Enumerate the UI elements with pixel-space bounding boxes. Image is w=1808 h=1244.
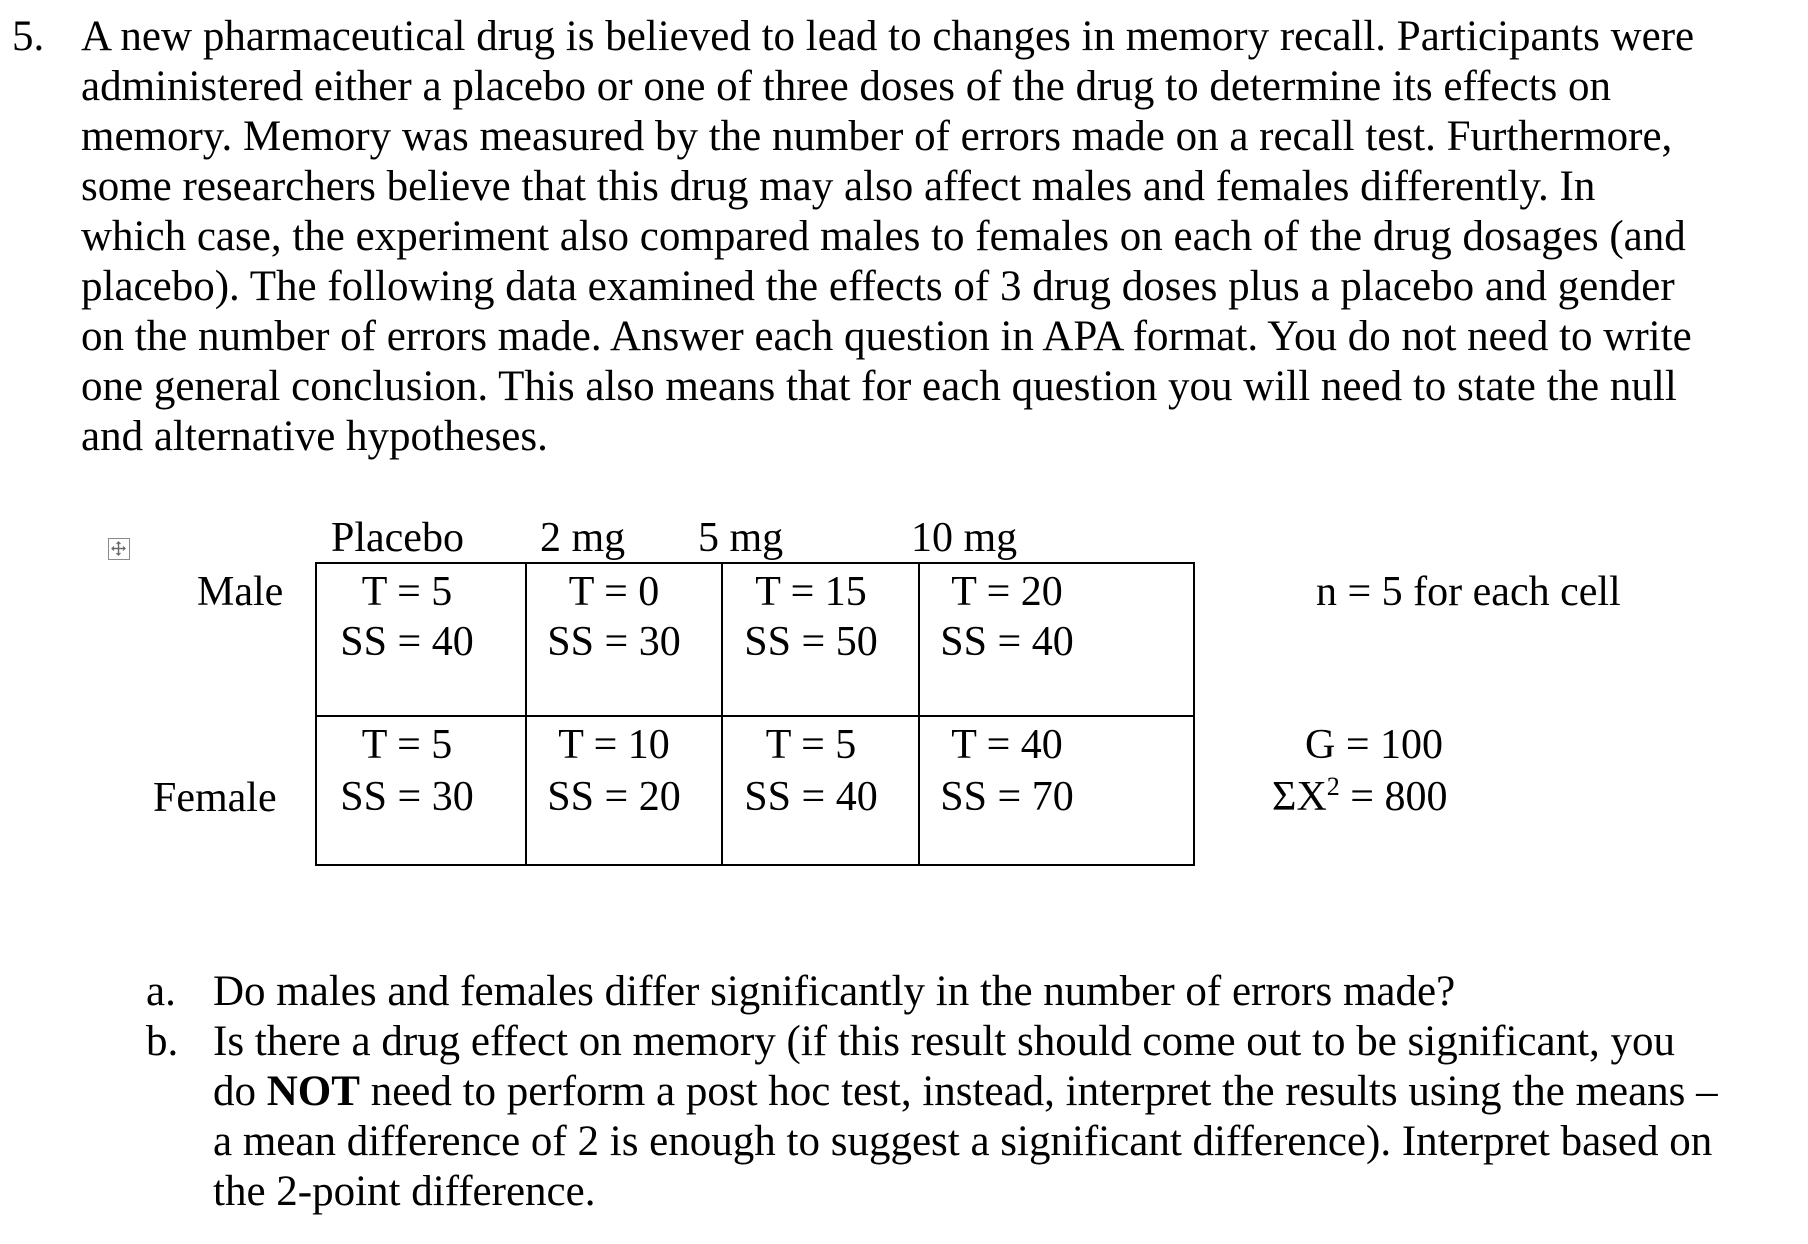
table-border-top — [315, 562, 1195, 564]
table-border-bottom — [315, 864, 1195, 866]
subquestion-a-text: Do males and females differ significantly in the number of errors made? — [213, 968, 1456, 1015]
female-placebo-ss: SS = 30 — [340, 774, 474, 820]
column-header-5mg: 5 mg — [698, 515, 784, 561]
row-label-male: Male — [197, 569, 284, 615]
column-header-2mg: 2 mg — [540, 515, 626, 561]
subquestion-b-text-2: need to perform a post hoc test, instead, interpret the results using the means – a mean difference of 2 is enough to suggest a significant difference). Interpret based on the 2-point difference. — [213, 1068, 1718, 1215]
female-2mg-t: T = 10 — [558, 722, 670, 768]
male-5mg-t: T = 15 — [755, 569, 867, 615]
table-row-divider — [315, 715, 1195, 717]
subquestion-b-emphasis: NOT — [266, 1068, 360, 1115]
sum-x-squared-prefix: ΣX — [1272, 774, 1327, 820]
question-number: 5. — [12, 13, 45, 60]
subquestion-b-text-1: Is there a drug effect on memory (if this result should come out to be significant, you do — [213, 1018, 1676, 1115]
female-placebo-t: T = 5 — [361, 722, 453, 768]
question-block — [12, 12, 1712, 462]
male-5mg-ss: SS = 50 — [744, 619, 878, 665]
female-10mg-t: T = 40 — [951, 722, 1063, 768]
female-2mg-ss: SS = 20 — [547, 774, 681, 820]
table-move-handle-icon[interactable] — [108, 538, 130, 560]
column-header-placebo: Placebo — [331, 515, 464, 561]
subquestion-b-label: b. — [146, 1018, 179, 1065]
sum-x-squared-exponent: 2 — [1326, 772, 1340, 801]
table-border-right — [1193, 562, 1195, 866]
male-2mg-ss: SS = 30 — [547, 619, 681, 665]
female-5mg-ss: SS = 40 — [744, 774, 878, 820]
male-placebo-ss: SS = 40 — [340, 619, 474, 665]
cell-size-note: n = 5 for each cell — [1316, 569, 1621, 615]
question-text: A new pharmaceutical drug is believed to lead to changes in memory recall. Participants were administered either a placebo or one of three doses of the drug to determine its effects on memory. Memory was measured by the number of errors made on a recall test. Furthermore, some researchers believe that this drug may also affect males and females differently. In which case, the experiment also compared males to females on each of the drug dosages (and placebo). The following data examined the effects of 3 drug doses plus a placebo and gender on the number of errors made. Answer each question in APA format. You do not need to write one general conclusion. This also means that for each question you will need to state the null and alternative hypotheses. — [81, 13, 1695, 460]
male-10mg-ss: SS = 40 — [940, 619, 1074, 665]
male-10mg-t: T = 20 — [951, 569, 1063, 615]
grand-total: G = 100 — [1305, 722, 1444, 768]
subquestion-a — [146, 967, 1726, 1017]
sum-x-squared — [1272, 772, 1447, 822]
subquestion-b — [146, 1017, 1726, 1217]
subquestion-a-label: a. — [146, 968, 176, 1015]
row-label-female: Female — [153, 775, 277, 821]
column-header-10mg: 10 mg — [911, 515, 1018, 561]
subquestion-list — [146, 967, 1726, 1217]
female-10mg-ss: SS = 70 — [940, 774, 1074, 820]
male-placebo-t: T = 5 — [361, 569, 453, 615]
male-2mg-t: T = 0 — [568, 569, 660, 615]
sum-x-squared-value: = 800 — [1339, 774, 1448, 820]
female-5mg-t: T = 5 — [765, 722, 857, 768]
